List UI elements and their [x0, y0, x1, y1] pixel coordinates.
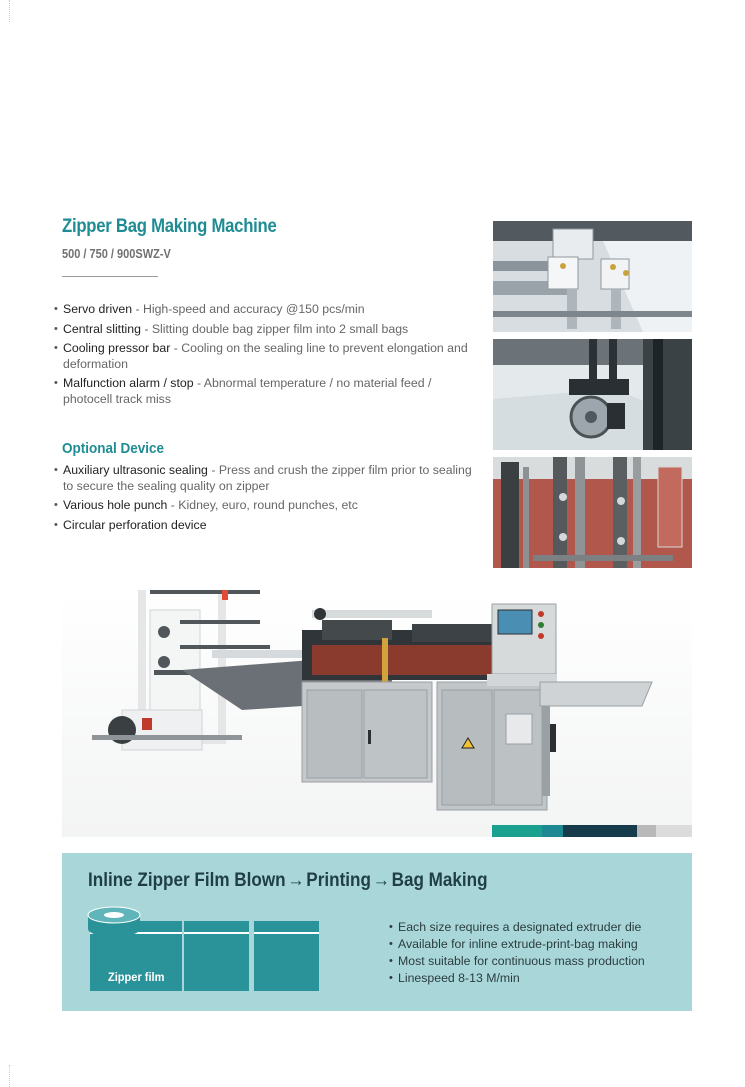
- list-item: [54, 463, 474, 494]
- feature-desc: - Slitting double bag zipper film into 2 small bags: [140, 321, 409, 336]
- arrow-icon: →: [372, 870, 390, 891]
- list-item: • Available for inline extrude-print-bag making: [389, 936, 645, 953]
- list-item: • Linespeed 8-13 M/min: [389, 970, 645, 987]
- feature-list: [54, 302, 474, 411]
- list-item: [54, 498, 474, 514]
- color-bar-segment: [637, 825, 656, 837]
- detail-photo-slitting-wheel: [493, 339, 692, 450]
- feature-desc: - Cooling on the sealing line to prevent elongation and deformation: [63, 341, 468, 371]
- feature-name: Servo driven: [63, 302, 133, 316]
- list-item: [54, 322, 474, 338]
- color-bar-segment: [492, 825, 542, 837]
- arrow-icon: →: [287, 870, 305, 891]
- title-part-bag-making: Bag Making: [391, 870, 488, 891]
- detail-photo-punch-unit: [493, 457, 692, 568]
- list-item: • Each size requires a designated extruder die: [389, 919, 645, 936]
- feature-name: Malfunction alarm / stop: [63, 376, 194, 390]
- list-item: [54, 518, 474, 534]
- list-item: [54, 376, 474, 407]
- option-name: Circular perforation device: [63, 517, 207, 532]
- inline-production-panel: [62, 853, 692, 1011]
- list-item: [54, 302, 474, 318]
- product-model: 500 / 750 / 900SWZ-V: [62, 247, 171, 261]
- inline-panel-title: [88, 870, 488, 892]
- color-bar-segment: [656, 825, 692, 837]
- list-item: • Most suitable for continuous mass production: [389, 953, 645, 970]
- page-edge-marker-bottom: [9, 1065, 11, 1087]
- option-name: Auxiliary ultrasonic sealing: [63, 463, 208, 477]
- option-desc: - Kidney, euro, round punches, etc: [167, 498, 358, 512]
- color-bar-segment: [542, 825, 563, 837]
- inline-benefits-list: [389, 919, 645, 987]
- feature-desc: - Abnormal temperature / no material feed / photocell track miss: [63, 376, 432, 406]
- list-item: [54, 341, 474, 372]
- feature-desc: - High-speed and accuracy @150 pcs/min: [132, 302, 365, 316]
- title-part-printing: Printing: [306, 870, 371, 891]
- title-divider: [62, 276, 158, 277]
- option-desc: - Press and crush the zipper film prior to sealing to secure the sealing quality on zipper: [63, 463, 472, 493]
- title-part-blown: Inline Zipper Film Blown: [88, 870, 286, 891]
- page-edge-marker-top: [9, 0, 11, 22]
- feature-name: Central slitting: [63, 321, 141, 336]
- product-title: Zipper Bag Making Machine: [62, 216, 277, 237]
- machine-photo: [62, 590, 692, 837]
- detail-photo-sealing-heads: [493, 221, 692, 332]
- feature-name: Cooling pressor bar: [63, 341, 171, 355]
- optional-device-heading: Optional Device: [62, 440, 165, 457]
- color-bar-segment: [563, 825, 637, 837]
- option-name: Various hole punch: [63, 498, 168, 512]
- optional-device-list: [54, 463, 474, 537]
- zipper-film-label: Zipper film: [108, 970, 165, 984]
